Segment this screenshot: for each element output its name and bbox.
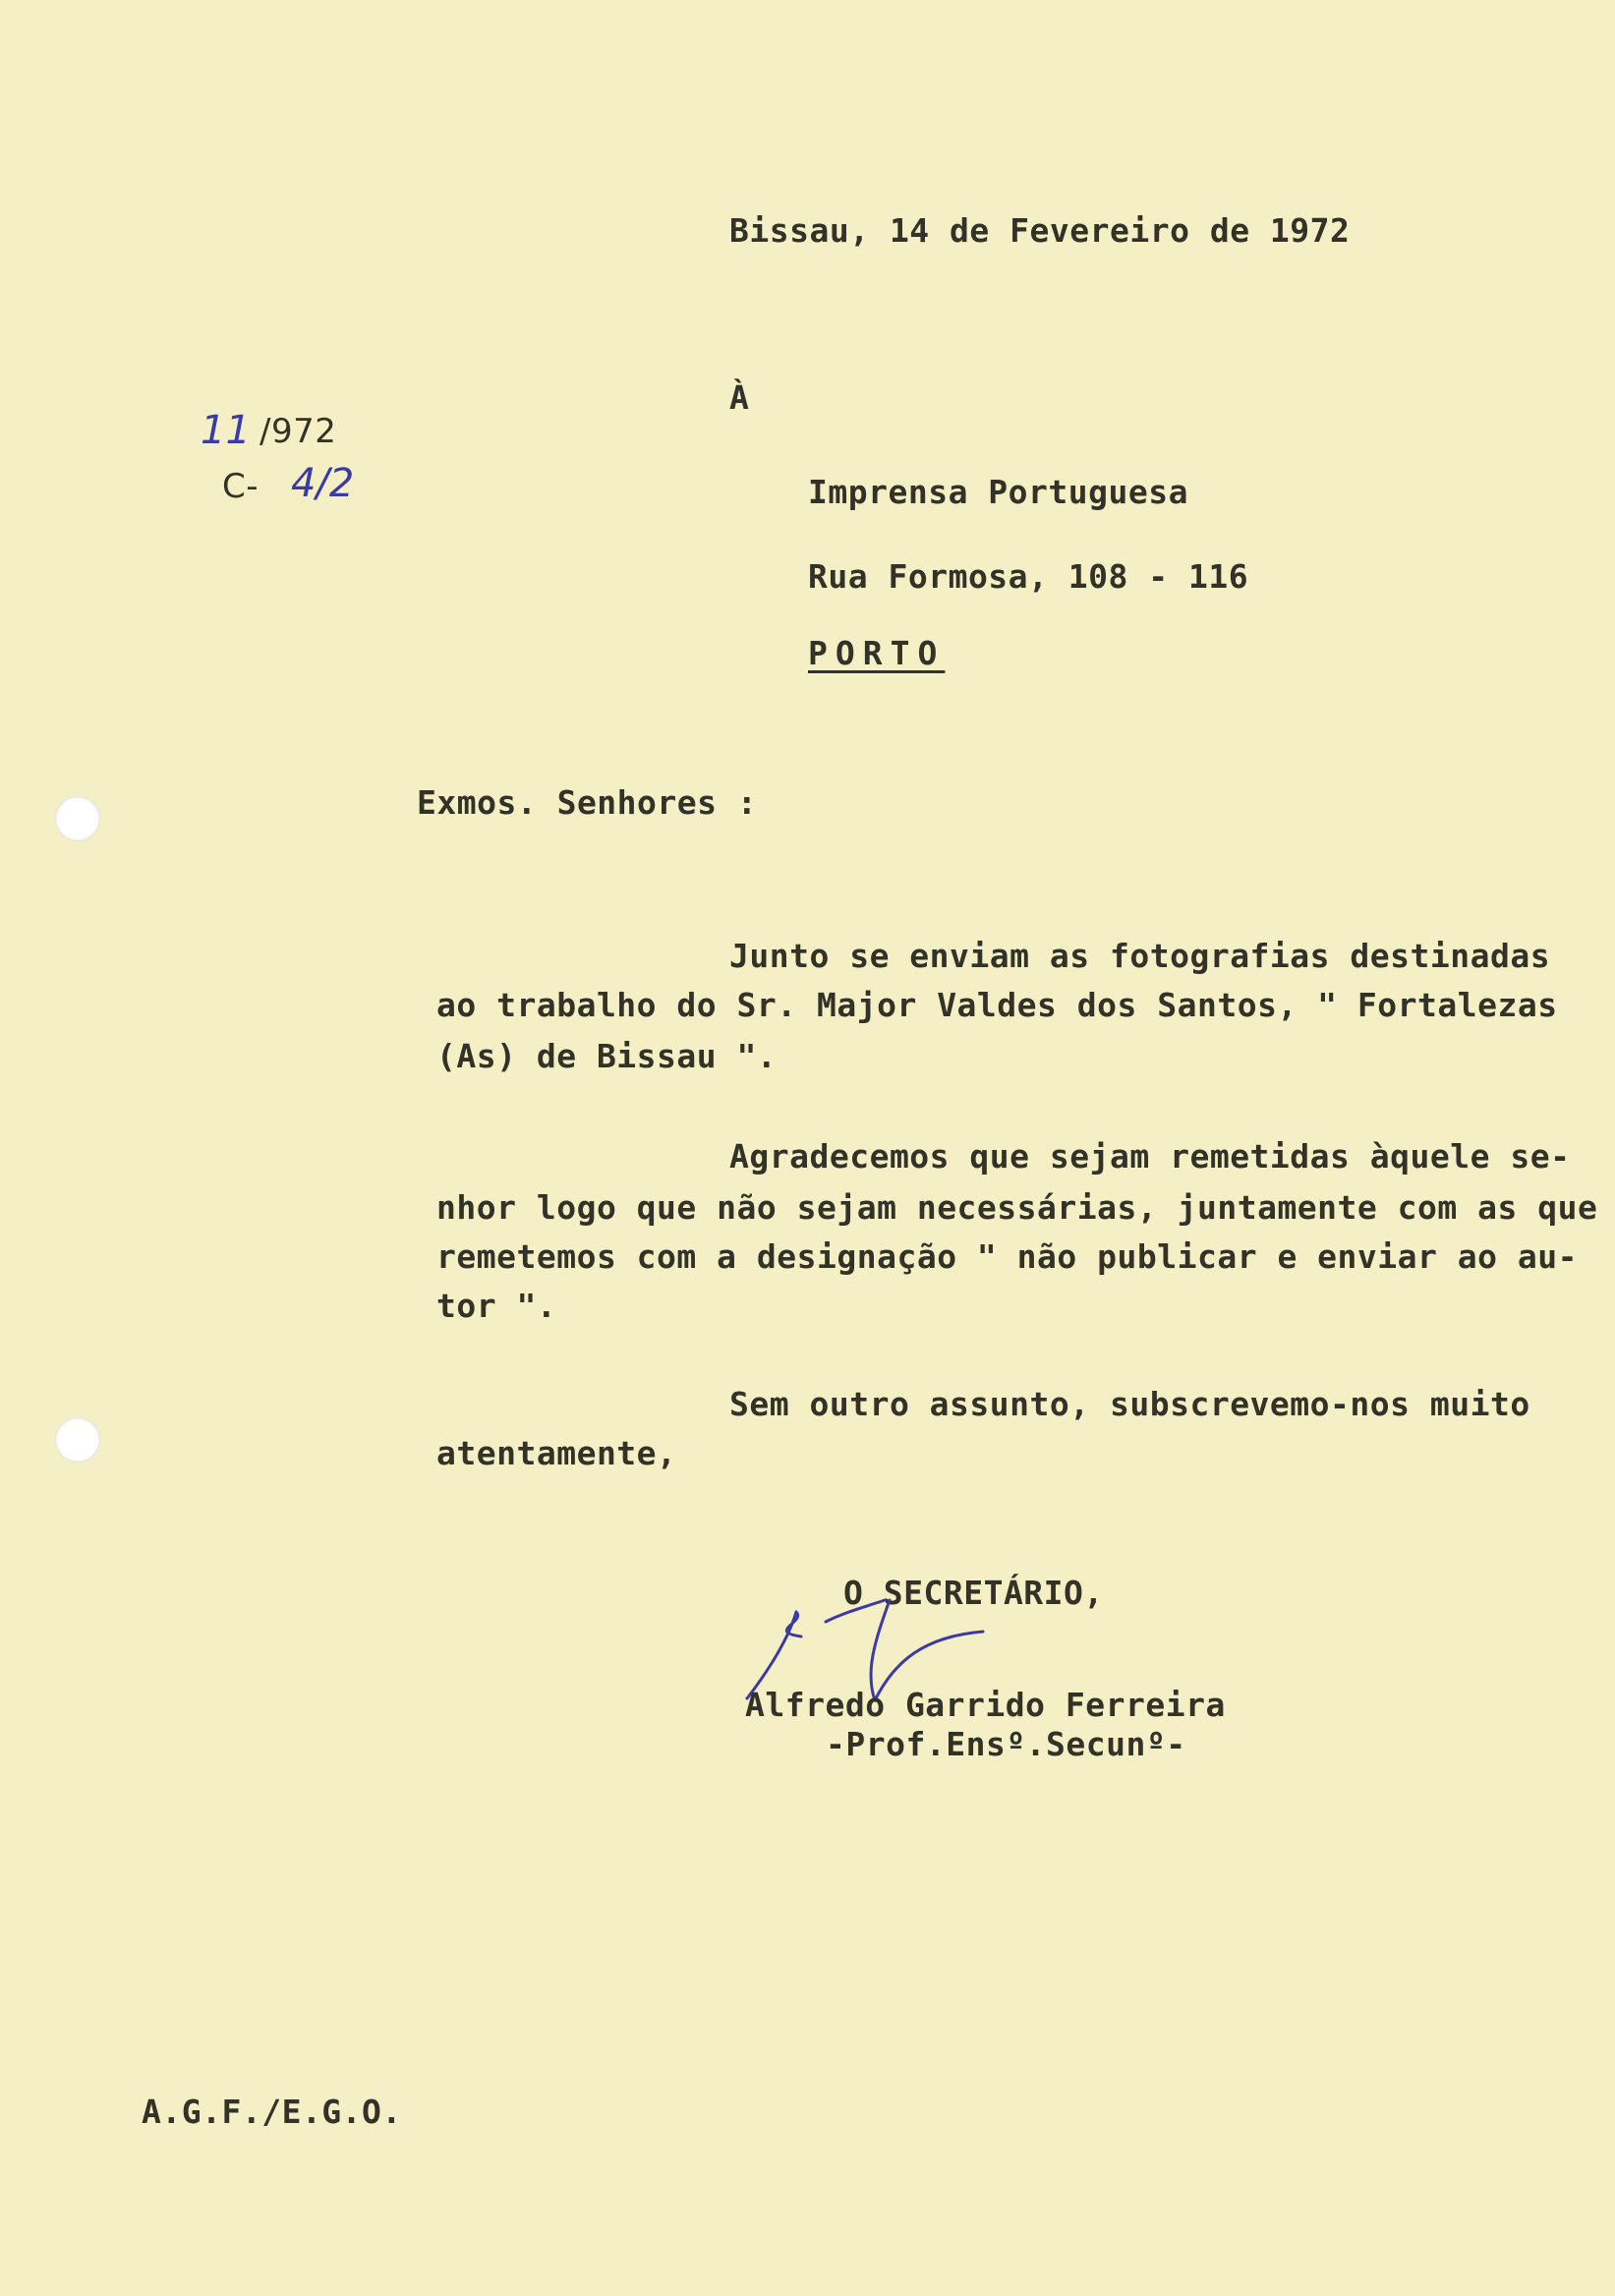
signer-name: Alfredo Garrido Ferreira [745, 1686, 1226, 1724]
paragraph-3-line-1: Sem outro assunto, subscrevemo-nos muito [729, 1385, 1530, 1423]
punch-hole-bottom [55, 1417, 100, 1463]
paragraph-3-line-2: atentamente, [436, 1434, 677, 1472]
paragraph-1-line-3: (As) de Bissau ". [436, 1037, 778, 1075]
ref-code-handwritten: 4/2 [291, 461, 355, 506]
date-line: Bissau, 14 de Fevereiro de 1972 [729, 211, 1351, 250]
paragraph-2-line-3: remetemos com a designação " não publicar e enviar ao au- [436, 1237, 1578, 1276]
closing-title: O SECRETÁRIO, [843, 1574, 1104, 1612]
paragraph-2-line-2: nhor logo que não sejam necessárias, juntamente com as que [436, 1188, 1598, 1227]
paragraph-1-line-2: ao trabalho do Sr. Major Valdes dos Santos, " Fortalezas [436, 986, 1558, 1024]
recipient-street: Rua Formosa, 108 - 116 [808, 557, 1249, 596]
typist-initials: A.G.F./E.G.O. [142, 2093, 402, 2131]
ref-code-prefix: C- [222, 467, 260, 506]
recipient-name: Imprensa Portuguesa [808, 473, 1188, 511]
ref-number: /972 [260, 412, 337, 451]
paragraph-2-line-4: tor ". [436, 1287, 557, 1325]
paragraph-1-line-1: Junto se enviam as fotografias destinadas [729, 937, 1551, 975]
ref-handwritten-number: 11 [201, 408, 251, 453]
recipient-prefix: À [729, 378, 750, 417]
signer-role: -Prof.Ensº.Secunº- [826, 1725, 1186, 1763]
salutation: Exmos. Senhores : [417, 783, 758, 822]
recipient-city: PORTO [808, 634, 946, 672]
paragraph-2-line-1: Agradecemos que sejam remetidas àquele se- [729, 1137, 1571, 1176]
punch-hole-top [55, 796, 100, 841]
